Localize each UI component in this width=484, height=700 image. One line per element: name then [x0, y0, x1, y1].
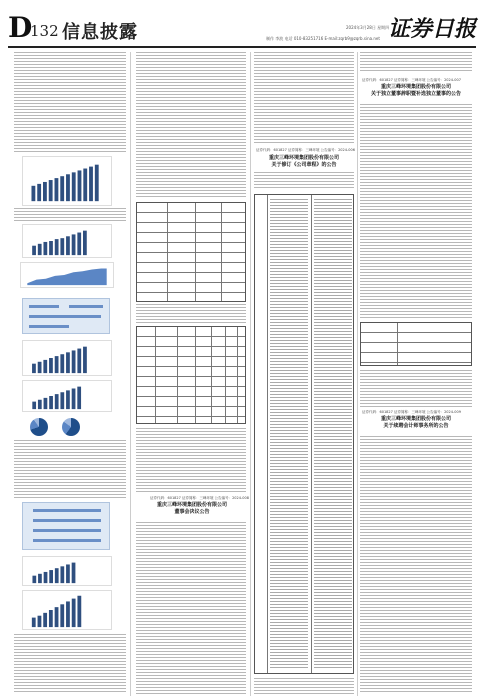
- notice-4-heading: 关于续聘会计师事务所的公告: [383, 423, 449, 429]
- issue-date: 2024年3月28日 星期四: [346, 25, 390, 30]
- bar-chart-5: [22, 556, 112, 586]
- column-1-text-2: [14, 208, 126, 222]
- column-2-text-4: [136, 522, 246, 694]
- bar-chart-1: [22, 156, 112, 206]
- bar-chart-3: [22, 340, 112, 376]
- notice-4-title: [360, 416, 472, 430]
- column-divider-1: [130, 52, 131, 696]
- notice-4-company: 重庆三峰环境集团股份有限公司: [380, 416, 451, 422]
- column-divider-2: [250, 52, 251, 696]
- masthead-rule: [8, 46, 476, 48]
- notice-3-company: 重庆三峰环境集团股份有限公司: [156, 502, 227, 508]
- column-divider-3: [357, 52, 358, 696]
- notice-1-heading: 关于修订《公司章程》的公告: [271, 162, 337, 168]
- notice-3-title: [140, 502, 244, 516]
- notice-1-company: 重庆三峰环境集团股份有限公司: [268, 155, 339, 161]
- notice-4-stock-code: 证券代码：601827 证券简称：三峰环境 公告编号：2024-009: [362, 410, 461, 414]
- column-1-text-3: [14, 440, 126, 500]
- notice-2-stock-code: 证券代码：601827 证券简称：三峰环境 公告编号：2024-007: [362, 78, 461, 82]
- bar-chart-4: [22, 380, 112, 412]
- notice-3-stock-code: 证券代码：601827 证券简称：三峰环境 公告编号：2024-008: [150, 496, 249, 500]
- masthead: [8, 12, 476, 48]
- pie-chart-1: [30, 418, 48, 436]
- column-4-text: [360, 52, 472, 72]
- bar-chart-6: [22, 590, 112, 630]
- column-4-text-2: [360, 104, 472, 318]
- newspaper-logo: 证券日报: [387, 16, 476, 42]
- notice-3-heading: 董事会决议公告: [174, 509, 210, 515]
- column-1-text-4: [14, 634, 126, 694]
- bar-chart-2: [22, 224, 112, 258]
- flow-diagram: [22, 298, 110, 334]
- editor-contact: 制作 李波 电话 010-83251716 E-mail:zqrb9@zqrb.sina.net: [266, 36, 380, 41]
- column-4-text-4: [360, 436, 472, 694]
- area-chart: [20, 262, 114, 288]
- notice-2-title: [360, 84, 472, 98]
- candidate-info-table: [360, 322, 472, 366]
- column-4-text-3: [360, 370, 472, 408]
- notice-2-heading: 关于独立董事辞职暨补选独立董事的公告: [370, 91, 461, 97]
- pie-chart-2: [62, 418, 80, 436]
- notice-2-company: 重庆三峰环境集团股份有限公司: [380, 84, 451, 90]
- notice-1-stock-code: 证券代码：601827 证券简称：三峰环境 公告编号：2024-006: [256, 148, 355, 152]
- articles-revision-table: [254, 194, 354, 674]
- page-number: 132: [30, 22, 59, 40]
- column-2-text-3: [136, 428, 246, 494]
- financial-table-1: [136, 202, 246, 302]
- column-2-text-2: [136, 304, 246, 324]
- notice-1-title: [254, 155, 354, 169]
- process-diagram: [22, 502, 110, 550]
- financial-table-2: [136, 326, 246, 424]
- section-title: 信息披露: [62, 22, 138, 43]
- column-2-text: [136, 52, 246, 198]
- column-3-text: [254, 52, 354, 144]
- page-code: D: [8, 11, 33, 44]
- column-1-text: [14, 52, 126, 152]
- column-3-text-3: [254, 678, 354, 694]
- column-3-text-2: [254, 172, 354, 190]
